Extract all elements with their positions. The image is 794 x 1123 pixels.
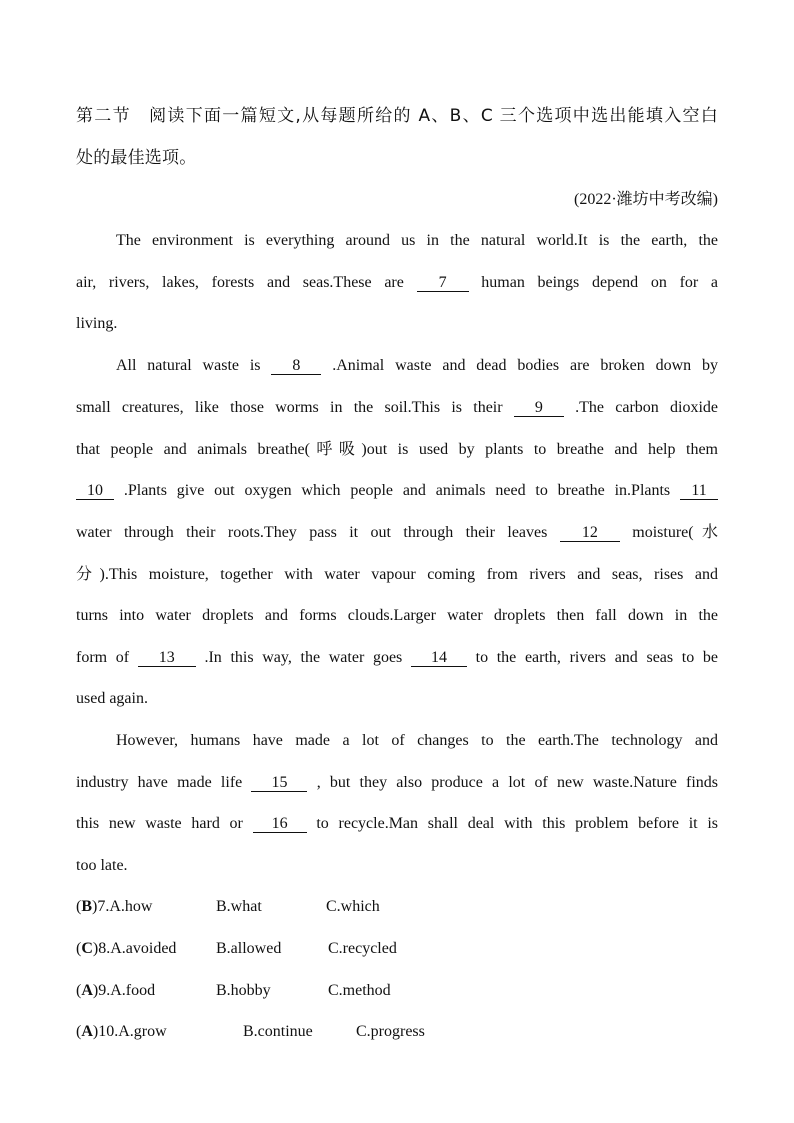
p2-line-9: used again. — [76, 690, 148, 707]
p2-line-2-start: small creatures, like those worms in the soil.This is their — [76, 399, 503, 416]
question-9-number: 9. — [98, 982, 111, 999]
blank-9: 9 — [514, 399, 564, 417]
p2-line-6: 分).This moisture, together with water vapour coming from rivers and seas, rises and — [76, 566, 718, 583]
p1-line-2 — [76, 273, 718, 293]
question-8: (C)8.A.avoided — [76, 940, 177, 957]
question-7-option-c: C.which — [326, 898, 380, 915]
section-instruction-line-1: 第二节 阅读下面一篇短文,从每题所给的 A、B、C 三个选项中选出能填入空白 — [76, 106, 718, 126]
blank-11: 11 — [680, 482, 718, 500]
question-9-option-b: B.hobby — [216, 982, 271, 999]
p2-line-1 — [76, 356, 718, 376]
p1-line-3: living. — [76, 315, 118, 332]
p2-line-4-text: .Plants give out oxygen which people and animals need to breathe in.Plants — [123, 482, 671, 499]
p2-line-5-start: water through their roots.They pass it out through their leaves — [76, 524, 548, 541]
p3-line-1: However, humans have made a lot of changes to the earth.The technology and — [116, 732, 718, 749]
question-10-number: 10. — [98, 1023, 119, 1040]
p2-line-8-end: to the earth, rivers and seas to be — [475, 649, 719, 666]
p2-line-3: that people and animals breathe(呼吸)out is used by plants to breathe and help them — [76, 441, 718, 458]
p2-line-2-end: .The carbon dioxide — [575, 399, 719, 416]
blank-14: 14 — [411, 649, 467, 667]
question-8-answer: C — [81, 940, 93, 957]
p3-line-3-start: this new waste hard or — [76, 815, 243, 832]
p2-line-1-start: All natural waste is — [116, 357, 261, 374]
question-9-option-a: A.food — [110, 982, 156, 999]
p1-line-2-start: air, rivers, lakes, forests and seas.These are — [76, 274, 404, 291]
question-9-answer: A — [81, 982, 93, 999]
question-7-number: 7. — [97, 898, 110, 915]
question-8-option-a: A.avoided — [110, 940, 177, 957]
p2-line-5-end: moisture(水 — [632, 524, 719, 541]
p2-line-2 — [76, 398, 718, 418]
p3-line-4: too late. — [76, 857, 128, 874]
question-7-answer: B — [81, 898, 92, 915]
blank-7: 7 — [417, 274, 469, 292]
p1-line-1: The environment is everything around us in the natural world.It is the earth, the — [116, 232, 718, 249]
question-7-option-a: A.how — [109, 898, 153, 915]
question-10-answer: A — [81, 1023, 93, 1040]
question-9-option-c: C.method — [328, 982, 391, 999]
p2-line-8-start: form of — [76, 649, 130, 666]
question-7-option-b: B.what — [216, 898, 262, 915]
p3-line-3-end: to recycle.Man shall deal with this problem before it is — [316, 815, 719, 832]
question-8-number: 8. — [98, 940, 111, 957]
p2-line-5 — [76, 523, 718, 543]
p3-line-2-end: , but they also produce a lot of new waste.Nature finds — [316, 774, 719, 791]
question-10-option-b: B.continue — [243, 1023, 313, 1040]
p3-line-2 — [76, 773, 718, 793]
question-7: (B)7.A.how — [76, 898, 153, 915]
question-10-option-c: C.progress — [356, 1023, 425, 1040]
blank-16: 16 — [253, 815, 307, 833]
p1-line-2-end: human beings depend on for a — [481, 274, 719, 291]
question-8-option-c: C.recycled — [328, 940, 397, 957]
blank-10: 10 — [76, 482, 114, 500]
question-10-option-a: A.grow — [118, 1023, 167, 1040]
section-instruction-line-2: 处的最佳选项。 — [76, 148, 197, 168]
blank-12: 12 — [560, 524, 620, 542]
p2-line-8-mid: .In this way, the water goes — [204, 649, 403, 666]
p3-line-3 — [76, 814, 718, 834]
p2-line-4 — [76, 481, 718, 501]
question-9: (A)9.A.food — [76, 982, 156, 999]
blank-13: 13 — [138, 649, 196, 667]
p2-line-1-end: .Animal waste and dead bodies are broken down by — [332, 357, 719, 374]
p3-line-2-start: industry have made life — [76, 774, 243, 791]
source-note: (2022·潍坊中考改编) — [574, 191, 718, 208]
blank-8: 8 — [271, 357, 321, 375]
question-8-option-b: B.allowed — [216, 940, 282, 957]
p2-line-7: turns into water droplets and forms clouds.Larger water droplets then fall down in the — [76, 607, 718, 624]
question-10: (A)10.A.grow — [76, 1023, 167, 1040]
blank-15: 15 — [251, 774, 307, 792]
p2-line-8 — [76, 648, 718, 668]
